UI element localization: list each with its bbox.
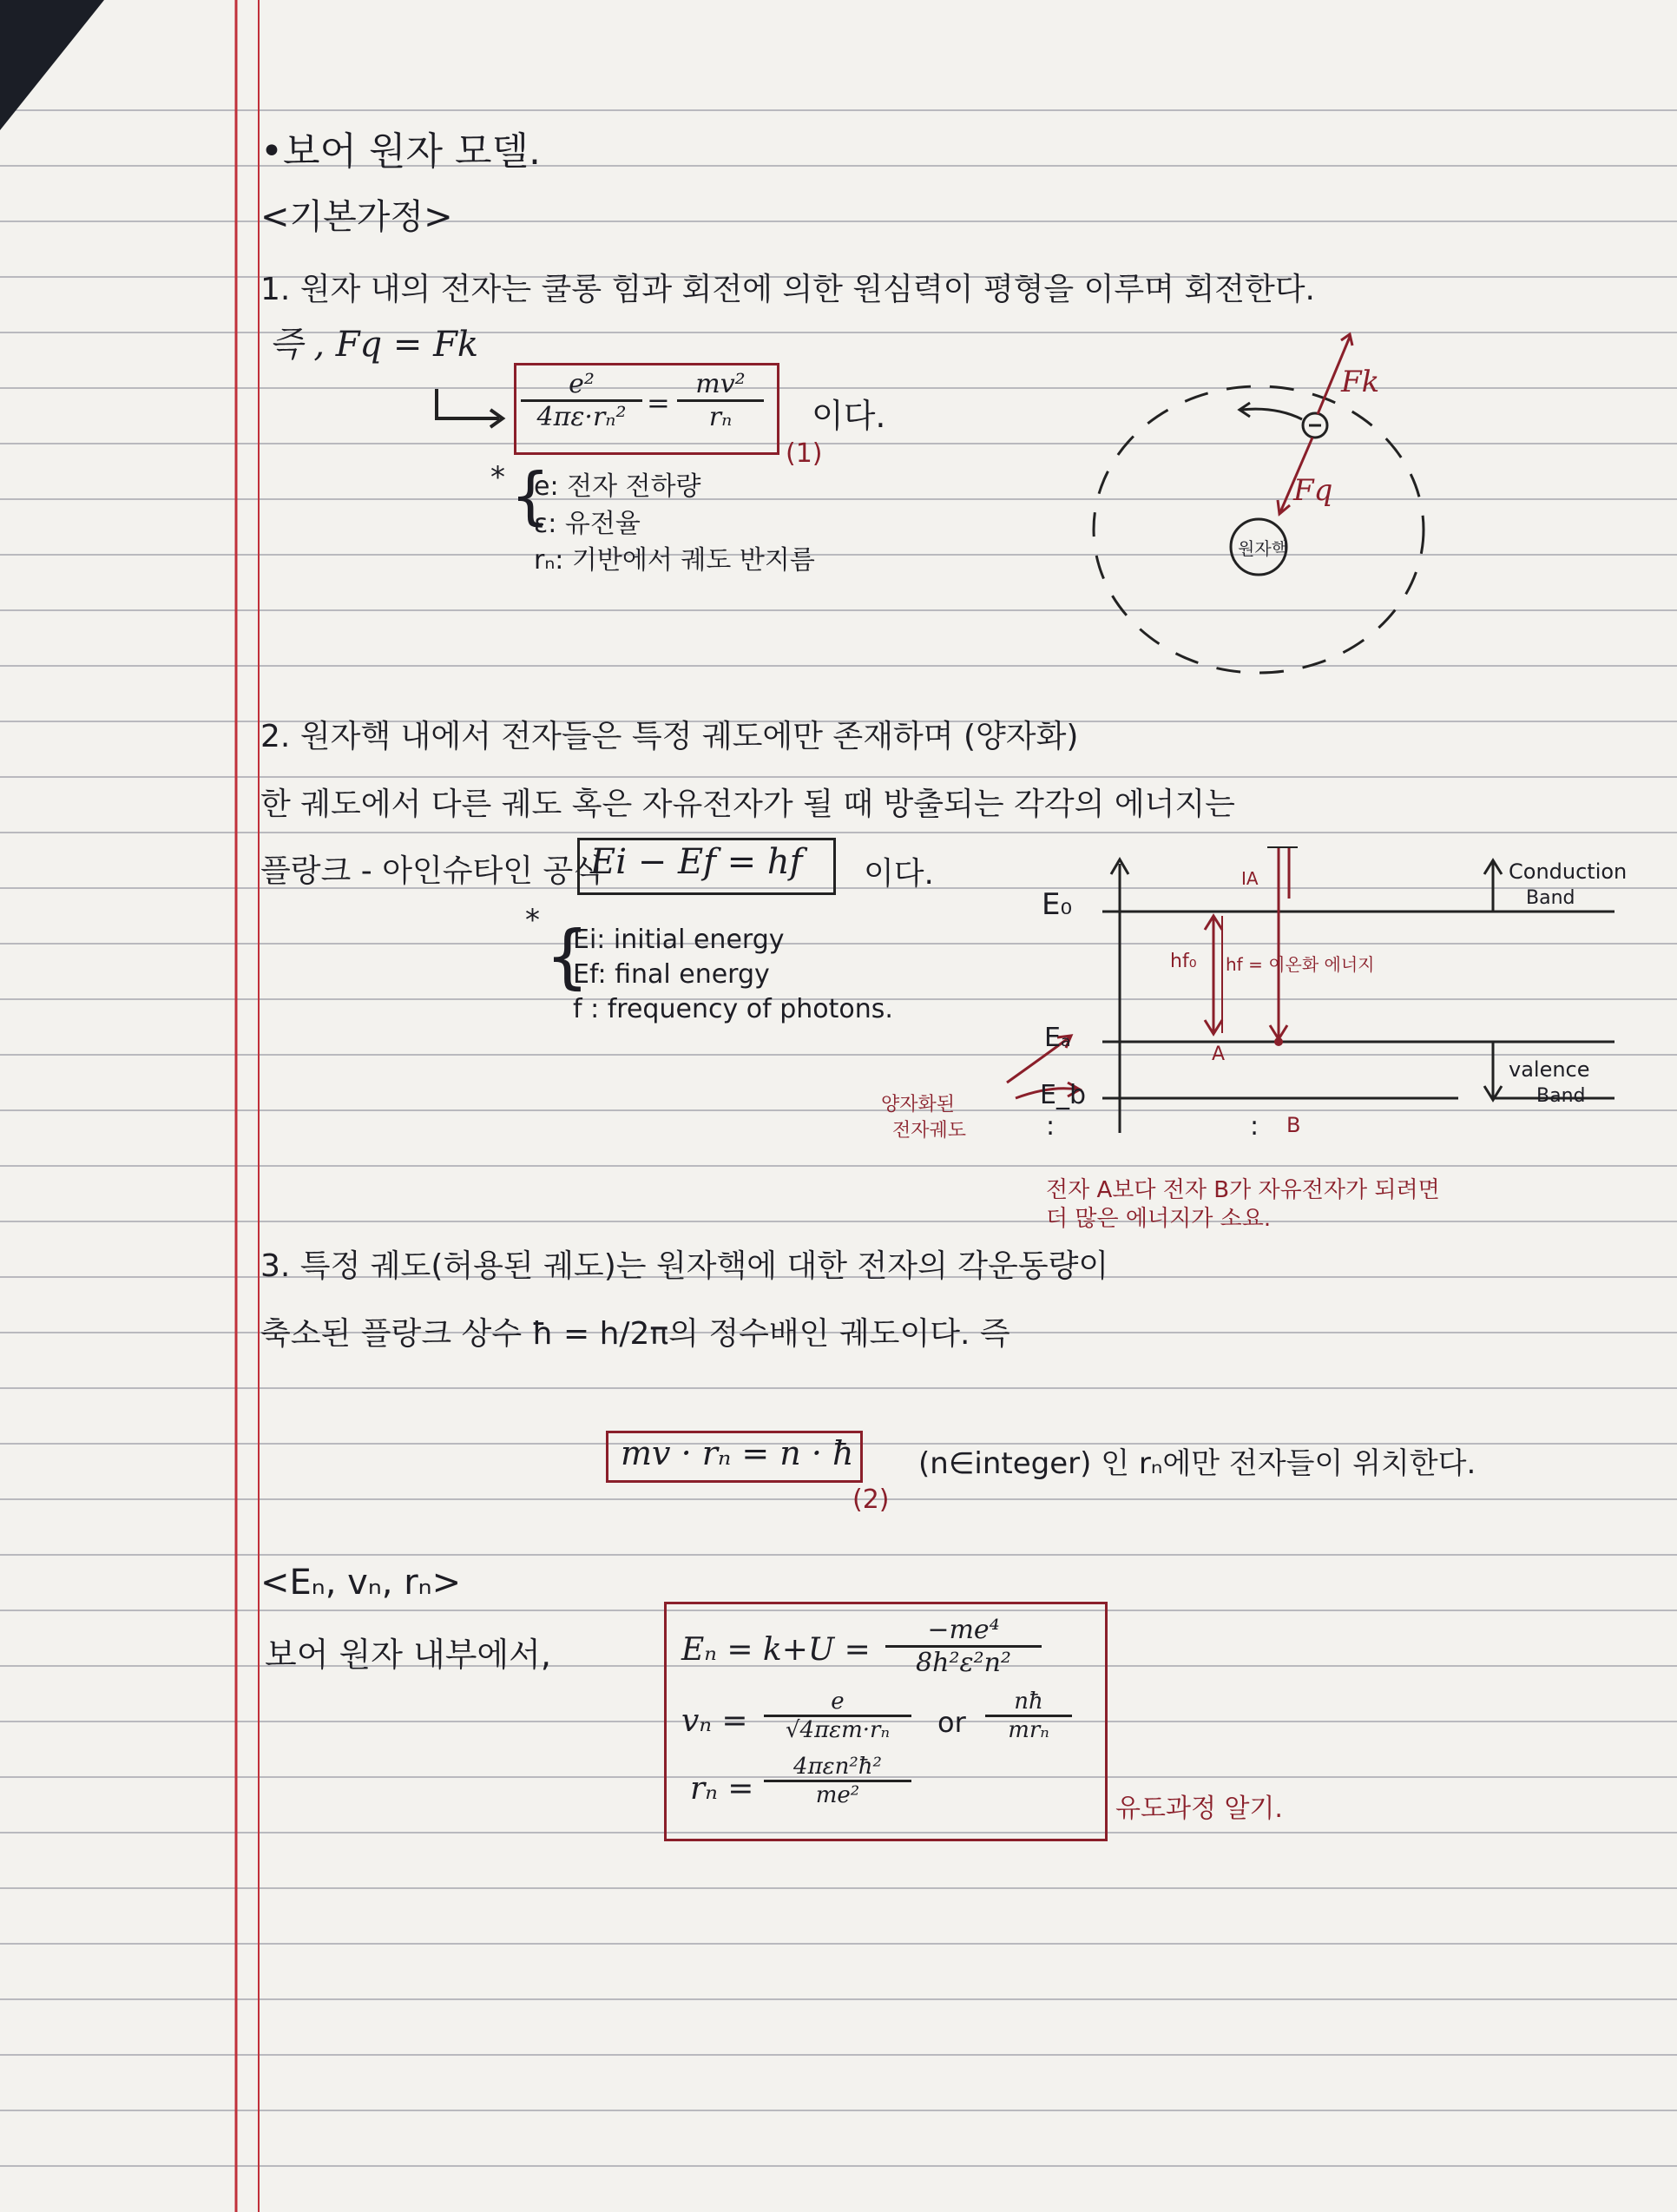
eq1-suffix: 이다. [812, 397, 886, 435]
label-a: A [1212, 1043, 1226, 1065]
arrow-icon [430, 382, 516, 451]
en-fraction: $\frac{\text{−me⁴}}{\text{8h²ε²n²}}$ [885, 1615, 1042, 1678]
energy-note-1: 전자 A보다 전자 B가 자유전자가 되려면 [1046, 1177, 1440, 1203]
label-e0: E₀ [1042, 887, 1073, 922]
force-balance: 즉 , Fq = Fk [269, 325, 479, 365]
or-label: or [937, 1706, 966, 1739]
rn-fraction: 4πεn²ħ² me² [764, 1754, 911, 1808]
quantization-suffix: (n∈integer) 인 rₙ에만 전자들이 위치한다. [918, 1446, 1476, 1481]
assumption-2-line3: 플랑크 - 아인슈타인 공식 [260, 853, 604, 889]
assumption-1: 1. 원자 내의 전자는 쿨롱 힘과 회전에 의한 원심력이 평형을 이루며 회전한다. [260, 272, 1315, 307]
label-eb: E_b [1040, 1080, 1086, 1110]
label-hf0: hf₀ [1170, 951, 1197, 972]
eq1-lhs: $\frac{\text{e²}}{\text{4πε·rₙ²}}$ [521, 369, 642, 432]
orbit-path [1094, 386, 1424, 673]
vn-fraction: e √4πεm·rₙ [764, 1689, 911, 1743]
note-rn: rₙ: 기반에서 궤도 반지름 [534, 545, 815, 576]
note-ei: Ei: initial energy [573, 925, 785, 955]
fq-label: Fq [1293, 473, 1333, 508]
planck-formula: Ei − Ef = hf [590, 842, 803, 882]
label-ia: IA [1241, 868, 1259, 889]
assumption-3-line2: 축소된 플랑크 상수 ħ = h/2π의 정수배인 궤도이다. 즉 [260, 1316, 1010, 1352]
energy-note-2: 더 많은 에너지가 소요. [1046, 1206, 1272, 1232]
orbit-diagram [1085, 330, 1450, 677]
quantization-formula: mv · rₙ = n · ħ [621, 1434, 854, 1472]
quantized-label-1: 양자화된 [881, 1094, 956, 1116]
eq1-tag: (1) [786, 438, 823, 469]
vn-alt-fraction: nħ mrₙ [985, 1689, 1072, 1743]
results-heading: <Eₙ, vₙ, rₙ> [260, 1563, 462, 1603]
note-e: e: 전자 전하량 [534, 471, 701, 502]
equals-sign: = [647, 386, 670, 419]
section-assumptions: <기본가정> [260, 197, 453, 237]
notes-star-1: * [490, 460, 505, 495]
label-dots: : [1046, 1111, 1056, 1142]
label-hf: hf = 이온화 에너지 [1226, 954, 1375, 975]
brace-1: { [510, 459, 550, 532]
note-epsilon: ε: 유전율 [534, 509, 641, 539]
eq2-tag: (2) [852, 1485, 890, 1515]
notes-star-2: * [525, 903, 540, 938]
label-b: B [1286, 1113, 1301, 1137]
en-lhs: Eₙ = k+U = [681, 1632, 871, 1668]
conduction-label-1: Conduction [1509, 859, 1628, 884]
rn-lhs: rₙ = [690, 1771, 754, 1807]
page-title: •보어 원자 모델. [260, 129, 541, 174]
results-intro: 보어 원자 내부에서, [265, 1636, 551, 1674]
label-dots-b: : [1250, 1111, 1259, 1142]
note-ef: Ef: final energy [573, 959, 770, 990]
eq1-rhs: $\frac{\text{mv²}}{\text{rₙ}}$ [677, 369, 764, 432]
vn-lhs: vₙ = [681, 1703, 748, 1739]
brace-2: { [545, 916, 589, 997]
derivation-note: 유도과정 알기. [1115, 1794, 1283, 1824]
note-f: f : frequency of photons. [573, 994, 893, 1024]
label-ea: Eₐ [1044, 1023, 1071, 1053]
conduction-label-2: Band [1526, 887, 1575, 909]
quantized-label-2: 전자궤도 [892, 1120, 967, 1142]
assumption-3-line1: 3. 특정 궤도(허용된 궤도)는 원자핵에 대한 전자의 각운동량이 [260, 1248, 1109, 1284]
valence-label-2: Band [1536, 1085, 1586, 1107]
valence-label-1: valence [1509, 1057, 1590, 1082]
nucleus-label: 원자핵 [1238, 538, 1288, 559]
electron-a [1274, 1037, 1283, 1046]
assumption-2-line1: 2. 원자핵 내에서 전자들은 특정 궤도에만 존재하며 (양자화) [260, 719, 1079, 754]
formula-suffix: 이다. [864, 856, 934, 892]
assumption-2-line2: 한 궤도에서 다른 궤도 혹은 자유전자가 될 때 방출되는 각각의 에너지는 [260, 787, 1235, 822]
fk-label: Fk [1341, 365, 1380, 399]
